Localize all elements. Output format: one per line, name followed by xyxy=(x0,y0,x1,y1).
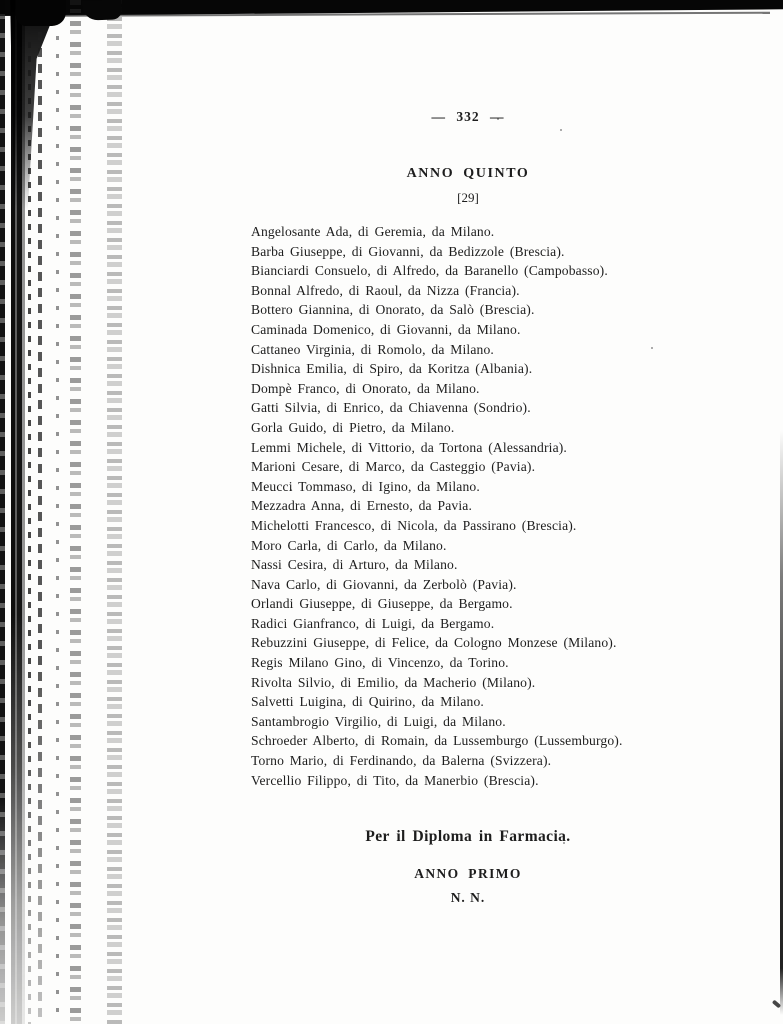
student-entry: Salvetti Luigina, di Quirino, da Milano. xyxy=(251,694,484,710)
student-entry: Orlandi Giuseppe, di Giuseppe, da Bergamo. xyxy=(251,596,513,612)
student-entry: Rebuzzini Giuseppe, di Felice, da Cologno Monzese (Milano). xyxy=(251,635,617,651)
binding-streak xyxy=(56,0,59,1024)
student-entry: Radici Gianfranco, di Luigi, da Bergamo. xyxy=(251,615,495,631)
student-entry: Bonnal Alfredo, di Raoul, da Nizza (Francia). xyxy=(251,282,520,298)
binding-streak xyxy=(38,0,42,1024)
student-entry: Nava Carlo, di Giovanni, da Zerbolò (Pavia). xyxy=(251,576,517,592)
student-entry: Gatti Silvia, di Enrico, da Chiavenna (Sondrio). xyxy=(251,400,531,416)
student-entry: Vercellio Filippo, di Tito, da Manerbio (Brescia). xyxy=(251,772,539,788)
student-entry: Dishnica Emilia, di Spiro, da Koritza (Albania). xyxy=(251,361,533,377)
binding-streak xyxy=(70,0,81,1024)
student-entry: Moro Carla, di Carlo, da Milano. xyxy=(251,537,447,553)
student-entry: Schroeder Alberto, di Romain, da Lussemburgo (Lussemburgo). xyxy=(251,733,623,749)
section-title: ANNO QUINTO xyxy=(406,166,530,181)
student-entry: Nassi Cesira, di Arturo, da Milano. xyxy=(251,557,458,573)
diploma-section-heading: Per il Diploma in Farmacia. xyxy=(365,828,571,845)
binding-streak xyxy=(0,0,5,1024)
student-entry: Mezzadra Anna, di Ernesto, da Pavia. xyxy=(251,498,472,514)
binding-streak xyxy=(107,0,122,1024)
binding-streak xyxy=(28,0,31,1024)
footer-year-title: ANNO PRIMO xyxy=(414,866,522,881)
student-entry: Regis Milano Gino, di Vincenzo, da Torino. xyxy=(251,655,509,671)
scan-ink-blob xyxy=(82,0,123,21)
student-entry: Santambrogio Virgilio, di Luigi, da Milano. xyxy=(251,713,506,729)
footer-nn: N. N. xyxy=(450,890,486,905)
student-entry: Bottero Giannina, di Onorato, da Salò (Brescia). xyxy=(251,302,535,318)
page-number: — 332 — xyxy=(431,109,505,124)
student-count-badge: [29] xyxy=(457,190,479,205)
student-entry: Marioni Cesare, di Marco, da Casteggio (Pavia). xyxy=(251,459,536,475)
student-entry: Angelosante Ada, di Geremia, da Milano. xyxy=(251,224,495,239)
scan-speck xyxy=(560,129,562,131)
student-entry: Lemmi Michele, di Vittorio, da Tortona (Alessandria). xyxy=(251,439,567,455)
student-entry: Rivolta Silvio, di Emilio, da Macherio (Milano). xyxy=(251,674,536,690)
student-entry: Meucci Tommaso, di Igino, da Milano. xyxy=(251,478,480,494)
student-entry: Barba Giuseppe, di Giovanni, da Bedizzole (Brescia). xyxy=(251,243,565,259)
student-entry: Torno Mario, di Ferdinando, da Balerna (Svizzera). xyxy=(251,753,552,769)
student-entry: Bianciardi Consuelo, di Alfredo, da Baranello (Campobasso). xyxy=(251,263,608,279)
student-list xyxy=(251,222,671,790)
student-entry: Cattaneo Virginia, di Romolo, da Milano. xyxy=(251,341,494,357)
scan-ink-blob xyxy=(16,0,66,26)
student-entry: Dompè Franco, di Onorato, da Milano. xyxy=(251,380,480,396)
student-entry: Michelotti Francesco, di Nicola, da Passirano (Brescia). xyxy=(251,517,577,533)
binding-streak xyxy=(8,0,60,210)
student-entry: Gorla Guido, di Pietro, da Milano. xyxy=(251,419,455,435)
student-entry: Caminada Domenico, di Giovanni, da Milano. xyxy=(251,321,521,337)
